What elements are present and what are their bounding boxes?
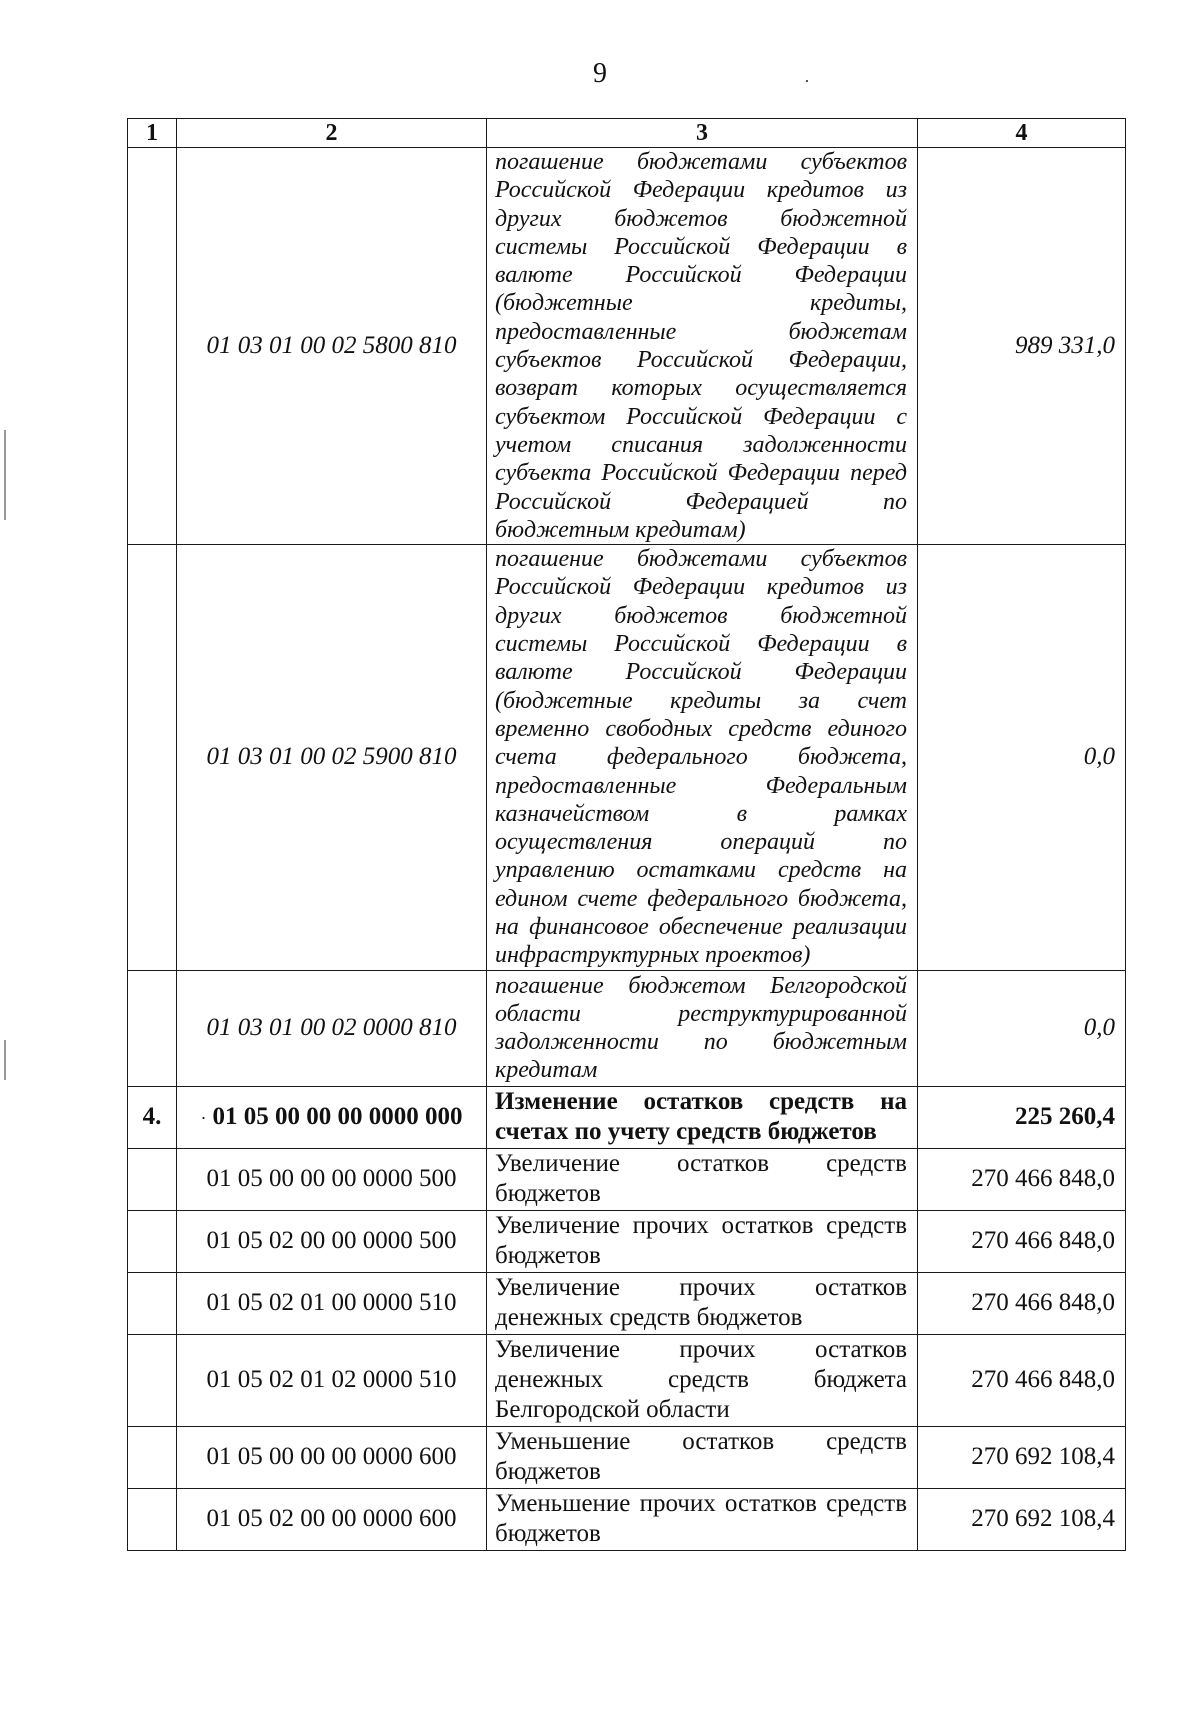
table-row: [128, 148, 1126, 545]
description-cell: Увеличение остатков средств бюджетов: [487, 1148, 918, 1210]
table-row: [128, 1272, 1126, 1334]
table-row: [128, 1334, 1126, 1426]
header-col-2: 2: [177, 119, 487, 148]
table-row: [128, 1488, 1126, 1550]
row-number-cell: [128, 1488, 177, 1550]
amount-cell: 0,0: [918, 545, 1126, 970]
table-header-row: [128, 119, 1126, 148]
table-row: [128, 1426, 1126, 1488]
budget-code-cell: 01 05 00 00 00 0000 600: [177, 1426, 487, 1488]
description-cell: Увеличение прочих остатков средств бюджетов: [487, 1210, 918, 1272]
row-number-cell: [128, 148, 177, 545]
budget-code-cell: [177, 1086, 487, 1148]
amount-cell: 270 466 848,0: [918, 1334, 1126, 1426]
description-cell: погашение бюджетами субъектов Российской Федерации кредитов из других бюджетов бюджетной системы Российской Федерации в валюте Российской Федерации (бюджетные кредиты за счет временно свободных средств единого счета федерального бюджета, предоставленные Федеральным казначейством в рамках осуществления операций по управлению остатками средств на едином счете федерального бюджета, на финансовое обеспечение реализации инфраструктурных проектов): [487, 545, 918, 970]
budget-code-cell: 01 05 02 01 00 0000 510: [177, 1272, 487, 1334]
scan-edge-mark: [4, 430, 6, 520]
table-row: [128, 1148, 1126, 1210]
row-number-cell: [128, 1334, 177, 1426]
table-row: [128, 545, 1126, 970]
row-number-cell: [128, 1210, 177, 1272]
header-col-1: 1: [128, 119, 177, 148]
amount-cell: 270 466 848,0: [918, 1272, 1126, 1334]
description-cell: Уменьшение остатков средств бюджетов: [487, 1426, 918, 1488]
table-row: [128, 970, 1126, 1086]
amount-cell: 270 466 848,0: [918, 1210, 1126, 1272]
amount-cell: 989 331,0: [918, 148, 1126, 545]
table-row: [128, 1210, 1126, 1272]
row-number-cell: [128, 1426, 177, 1488]
description-cell: Увеличение прочих остатков денежных средств бюджета Белгородской области: [487, 1334, 918, 1426]
scan-speck: [806, 80, 808, 82]
row-number-cell: [128, 970, 177, 1086]
description-cell: погашение бюджетами субъектов Российской Федерации кредитов из других бюджетов бюджетной системы Российской Федерации в валюте Российской Федерации (бюджетные кредиты, предоставленные бюджетам субъектов Российской Федерации, возврат которых осуществляется субъектом Российской Федерации с учетом списания задолженности субъекта Российской Федерации перед Российской Федерацией по бюджетным кредитам): [487, 148, 918, 545]
budget-code-cell: 01 05 00 00 00 0000 500: [177, 1148, 487, 1210]
description-cell: Изменение остатков средств на счетах по учету средств бюджетов: [487, 1086, 918, 1148]
header-col-3: 3: [487, 119, 918, 148]
budget-code-cell: 01 05 02 01 02 0000 510: [177, 1334, 487, 1426]
amount-cell: 225 260,4: [918, 1086, 1126, 1148]
budget-code-cell: 01 03 01 00 02 5800 810: [177, 148, 487, 545]
row-number-cell: 4.: [128, 1086, 177, 1148]
budget-code-cell: 01 03 01 00 02 5900 810: [177, 545, 487, 970]
amount-cell: 270 692 108,4: [918, 1488, 1126, 1550]
amount-cell: 270 692 108,4: [918, 1426, 1126, 1488]
description-cell: Увеличение прочих остатков денежных средств бюджетов: [487, 1272, 918, 1334]
budget-code-cell: 01 05 02 00 00 0000 600: [177, 1488, 487, 1550]
description-cell: Уменьшение прочих остатков средств бюджетов: [487, 1488, 918, 1550]
sources-of-financing-table: [127, 118, 1126, 1551]
budget-code-text: 01 05 00 00 00 0000 000: [212, 1103, 463, 1131]
amount-cell: 270 466 848,0: [918, 1148, 1126, 1210]
page-number: 9: [593, 58, 607, 89]
scan-edge-mark: [4, 1040, 6, 1080]
row-number-cell: [128, 545, 177, 970]
scan-dot: ·: [200, 1108, 207, 1129]
description-cell: погашение бюджетом Белгородской области реструктурированной задолженности по бюджетным кредитам: [487, 970, 918, 1086]
amount-cell: 0,0: [918, 970, 1126, 1086]
header-col-4: 4: [918, 119, 1126, 148]
row-number-cell: [128, 1272, 177, 1334]
row-number-cell: [128, 1148, 177, 1210]
budget-code-cell: 01 03 01 00 02 0000 810: [177, 970, 487, 1086]
table-row-section-4: [128, 1086, 1126, 1148]
budget-code-cell: 01 05 02 00 00 0000 500: [177, 1210, 487, 1272]
